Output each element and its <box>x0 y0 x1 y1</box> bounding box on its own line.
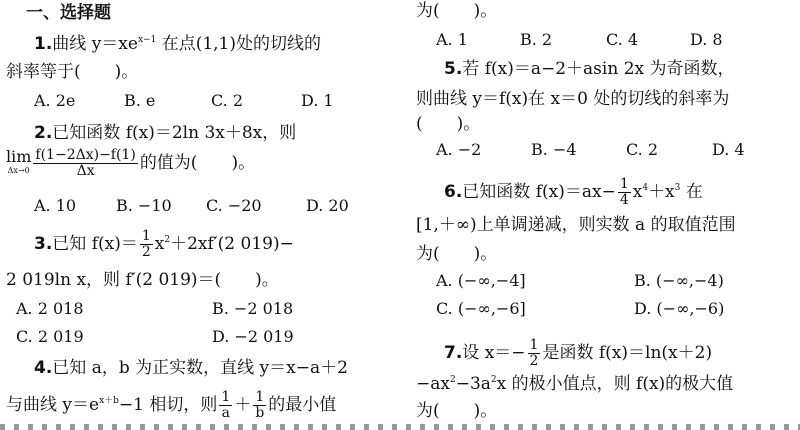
q3-option-a: A. 2 018 <box>16 299 84 318</box>
question-5-line-1: 5.若 f(x)＝a−2＋asin 2x 为奇函数， <box>444 59 735 79</box>
q1-option-d: D. 1 <box>301 91 334 110</box>
question-4-line-2: 与曲线 $y=e^{x+b}-1$ 相切，则 $\frac{1}{a}$ ＋ $\frac{1}{b}$ 的最小值 <box>6 389 337 421</box>
q3-option-c: C. 2 019 <box>16 327 84 346</box>
question-6-line-2: [1,＋∞)上单调递减，则实数 a 的取值范围 <box>416 215 736 235</box>
q4-option-a: A. 1 <box>436 30 468 49</box>
q1-option-b: B. e <box>124 91 156 110</box>
q4-option-b: B. 2 <box>520 30 553 49</box>
question-3-line-2: 2 019ln x，则 f′(2 019)＝( )。 <box>6 270 279 290</box>
q6-option-d: D. (−∞,−6) <box>634 299 725 318</box>
question-2-line-1: 2.已知函数 f(x)＝2ln 3x＋8x，则 <box>34 123 297 143</box>
fraction-1-over-a: $\frac{1}{a}$ <box>221 389 231 421</box>
q2-option-d: D. 20 <box>306 196 349 215</box>
question-7-line-2: $-ax^2-3a^2x$ 的极小值点，则 f(x)的极大值 <box>416 374 734 394</box>
right-column <box>416 0 800 430</box>
fraction: $\frac{1}{2}$ <box>529 337 539 369</box>
fraction: $\frac{1}{2}$ <box>141 228 151 260</box>
question-1-line-2: 斜率等于( )。 <box>6 62 139 82</box>
question-5-line-3: ( )。 <box>416 114 481 134</box>
q1-option-a: A. 2e <box>34 91 76 110</box>
q2-option-c: C. −20 <box>206 196 262 215</box>
left-column <box>6 0 391 430</box>
question-2-line-2: lim Δx→0 $\frac{f(1-2\Delta x)-f(1)}{\Delta x}$ 的值为( )。 <box>6 146 256 179</box>
q5-option-b: B. −4 <box>531 140 577 159</box>
fraction-1-over-b: $\frac{1}{b}$ <box>255 389 265 421</box>
question-7-line-1: 7.设 x＝− $\frac{1}{2}$ 是函数 f(x)＝ln(x＋2) <box>444 337 713 369</box>
question-1-line-1: 1.曲线 $y=xe^{x-1}$ 在点(1,1)处的切线的 <box>34 34 322 54</box>
q5-option-a: A. −2 <box>436 140 482 159</box>
fraction: $\frac{1}{4}$ <box>619 176 629 208</box>
question-7-line-3: 为( )。 <box>416 401 498 421</box>
question-6-line-3: 为( )。 <box>416 244 498 264</box>
fraction: $\frac{f(1-2\Delta x)-f(1)}{\Delta x}$ <box>35 147 136 179</box>
question-6-line-1: 6.已知函数 f(x)＝ax− $\frac{1}{4}$ $x^4+x^3$ 在 <box>444 176 703 208</box>
section-title: 一、选择题 <box>26 3 111 23</box>
q2-option-a: A. 10 <box>34 196 77 215</box>
question-4-line-3: 为( )。 <box>416 1 498 21</box>
limit-expression: lim Δx→0 <box>6 146 32 175</box>
q5-option-d: D. 4 <box>712 140 745 159</box>
q3-option-b: B. −2 018 <box>212 299 294 318</box>
q1-option-c: C. 2 <box>211 91 244 110</box>
q4-option-c: C. 4 <box>606 30 639 49</box>
q6-option-b: B. (−∞,−4) <box>634 271 724 290</box>
question-4-line-1: 4.已知 a，b 为正实数，直线 y＝x−a＋2 <box>34 358 348 378</box>
q2-option-b: B. −10 <box>116 196 172 215</box>
q5-option-c: C. 2 <box>626 140 659 159</box>
q4-option-d: D. 8 <box>690 30 723 49</box>
q6-option-a: A. (−∞,−4] <box>436 271 526 290</box>
question-5-line-2: 则曲线 y＝f(x)在 x＝0 处的切线的斜率为 <box>416 89 730 109</box>
bottom-dotted-border <box>0 424 800 430</box>
question-3-line-1: 3.已知 f(x)＝ $\frac{1}{2}$ $x^2+2xf'(2$ 019)− <box>34 228 294 260</box>
q6-option-c: C. (−∞,−6] <box>436 299 526 318</box>
q3-option-d: D. −2 019 <box>212 327 294 346</box>
